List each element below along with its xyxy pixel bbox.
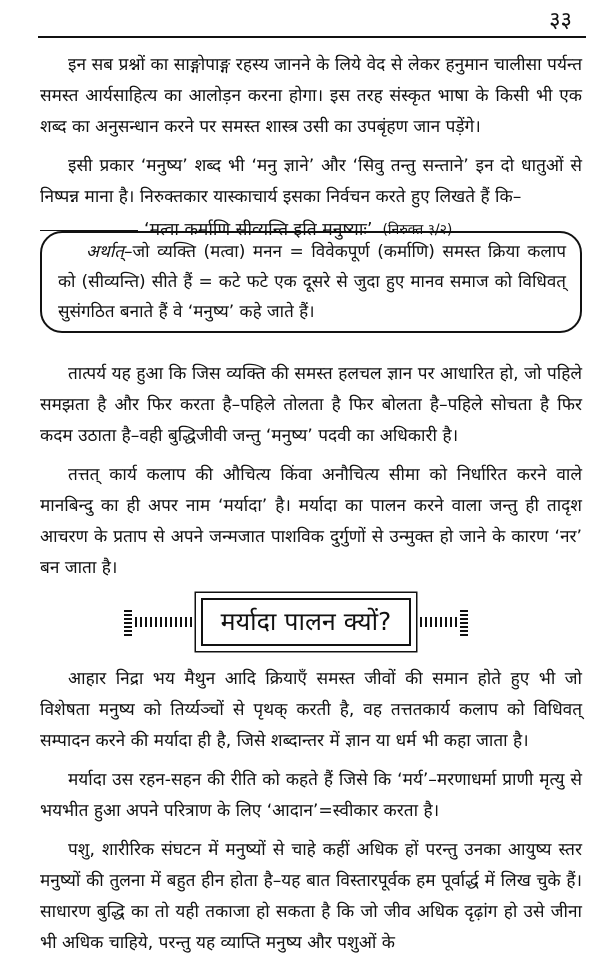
page-content — [40, 50, 582, 967]
paragraph-2: इसी प्रकार ‘मनुष्य’ शब्द भी ‘मनु ज्ञाने’ और ‘सिवु तन्तु सन्ताने’ इन दो धातुओं से निष्पन्न माना है। निरुक्तकार यास्काचार्य इसका निर्वचन करते हुए लिखते हैं कि– — [40, 156, 582, 207]
meaning-label: अर्थात् — [86, 242, 124, 262]
spacer — [40, 333, 582, 359]
paragraph-5: आहार निद्रा भय मैथुन आदि क्रियाएँ समस्त जीवों की समान होते हुए भी जो विशेषता मनुष्य को तिर्य्यञ्चों से पृथक् करती है, वह तत्ततकार्य कलाप को विधिवत् सम्पादन करने की मर्यादा ही है, जिसे शब्दान्तर में ज्ञान या धर्म भी कहा जाता है। — [40, 669, 582, 751]
paragraph-4: तत्तत् कार्य कलाप की औचित्य किंवा अनौचित्य सीमा को निर्धारित करने वाले मानबिन्दु का ही अपर नाम ‘मर्यादा’ है। मर्यादा का पालन करने वाला जन्तु ही तादृश आचरण के प्रताप से अपने जन्मजात पाशविक दुर्गुणों से उन्मुक्त हो जाने के कारण ‘नर’ बन जाता है। — [40, 465, 582, 578]
section-heading: मर्यादा पालन क्यों? — [201, 598, 412, 646]
quote-sanskrit: ‘मत्वा कर्माणि सीव्यन्ति इति मनुष्याः’ — [144, 219, 373, 240]
paragraph-1: इन सब प्रश्नों का साङ्गोपाङ्ग रहस्य जानने के लिये वेद से लेकर हनुमान चालीसा पर्यन्त समस्त आर्यसाहित्य का आलोड़न करना होगा। इस तरह संस्कृत भाषा के किसी भी एक शब्द का अनुसन्धान करने पर समस्त शास्त्र उसी का उपबृंहण जान पड़ेंगे। — [40, 55, 582, 137]
quote-reference: (निरुक्त ३/२) — [382, 221, 453, 238]
quote-rule — [40, 230, 138, 231]
paragraph-6: मर्यादा उस रहन-सहन की रीति को कहते हैं जिसे कि ‘मर्य’–मरणाधर्मा प्राणी मृत्यु से भयभीत हुआ अपने परित्राण के लिए ‘आदान’=स्वीकार करता है। — [40, 770, 582, 821]
paragraph-3: तात्पर्य यह हुआ कि जिस व्यक्ति की समस्त हलचल ज्ञान पर आधारित हो, जो पहिले समझता है और फिर करता है–पहिले तोलता है फिर बोलता है–पहिले सोचता है फिर कदम उठाता है–वही बुद्धिजीवी जन्तु ‘मनुष्य’ पदवी का अधिकारी है। — [40, 364, 582, 446]
section-heading-row — [40, 594, 582, 650]
meaning-paragraph — [58, 237, 566, 327]
paragraph-7: पशु, शारीरिक संघटन में मनुष्यों से चाहे कहीं अधिक हों परन्तु उनका आयुष्य स्तर मनुष्यों की तुलना में बहुत हीन होता है–यह बात विस्तारपूर्वक हम पूर्वार्द्ध में लिख चुके हैं। साधारण बुद्धि का तो यही तकाजा हो सकता है कि जो जीव अधिक दृढ़ांग हो उसे जीना भी अधिक चाहिये, परन्तु यह व्याप्ति मनुष्य और पशुओं के — [40, 840, 582, 953]
heading-decoration-cap-left — [124, 608, 132, 636]
heading-decoration-cap-right — [460, 608, 468, 636]
meaning-text: –जो व्यक्ति (मत्वा) मनन = विवेकपूर्ण (कर्माणि) समस्त क्रिया कलाप को (सीव्यन्ति) सीते हैं = कटे फटे एक दूसरे से जुदा हुए मानव समाज को विधिवत् सुसंगठित बनाते हैं वे ‘मनुष्य’ कहे जाते हैं। — [58, 242, 566, 322]
page-number: ३३ — [549, 8, 572, 33]
header-rule — [38, 36, 586, 38]
meaning-box — [40, 231, 582, 333]
